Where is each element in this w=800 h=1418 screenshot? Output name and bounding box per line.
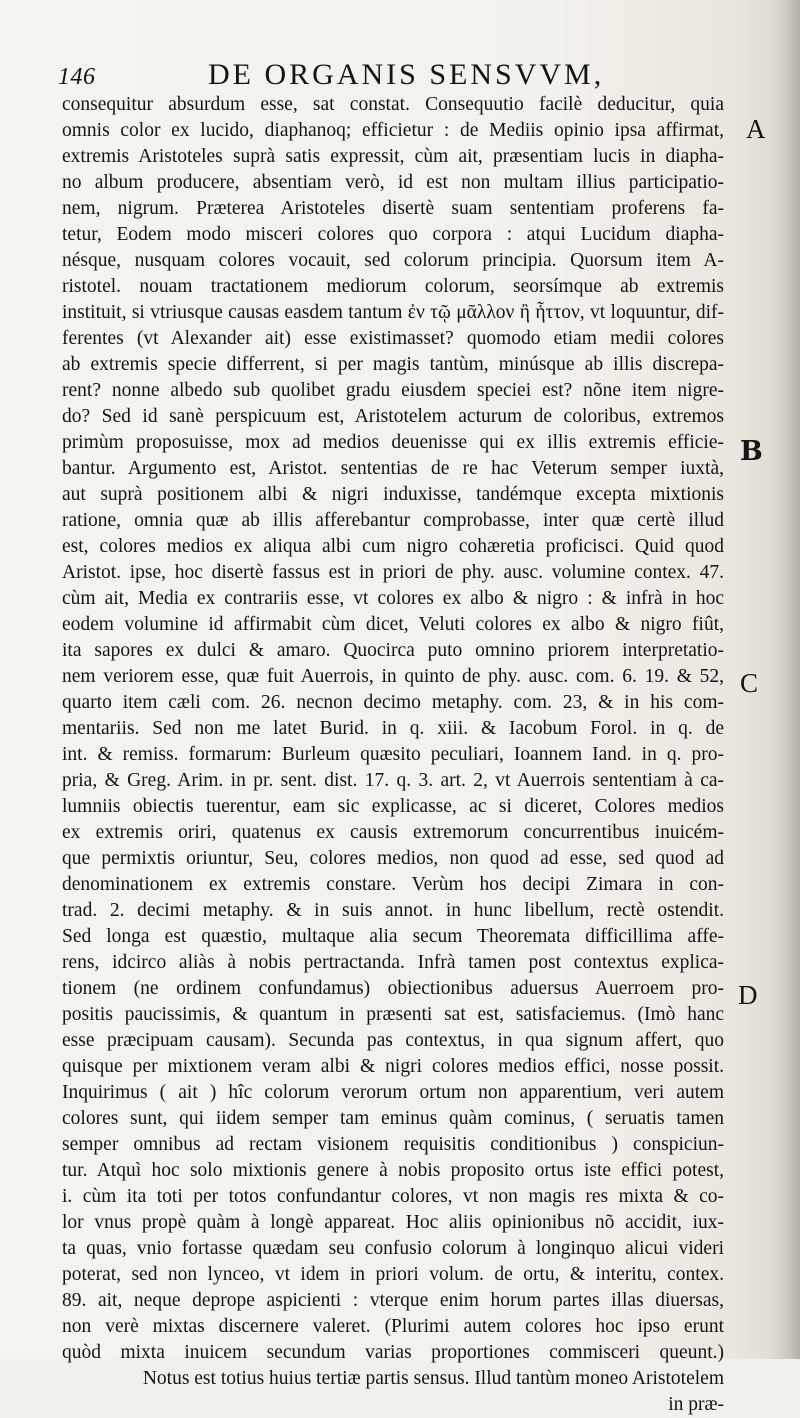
text-line: Sed longa est quæstio, multaque alia secum Theoremata difficillima affe- — [62, 926, 724, 947]
text-line: consequitur absurdum esse, sat constat. Consequutio facilè deducitur, quia — [62, 94, 724, 115]
text-line: i. cùm ita toti per totos confundantur colores, vt non magis res mixta & co- — [62, 1186, 724, 1207]
text-line: non verè mixtas discernere valeret. (Plurimi autem colores hoc ipso erunt — [62, 1316, 724, 1337]
text-line: ex extremis oriri, quatenus ex causis extremorum concurrentibus inuicém- — [62, 822, 724, 843]
text-line: tionem (ne ordinem confundamus) obiectionibus aduersus Auerroem pro- — [62, 978, 724, 999]
text-line: ristotel. nouam tractationem mediorum colorum, seorsímque ab extremis — [62, 276, 724, 297]
text-line: pria, & Greg. Arim. in pr. sent. dist. 17. q. 3. art. 2, vt Auerrois sententiam à ca- — [62, 770, 724, 791]
text-line: lumniis obiectis tuerentur, eam sic explicasse, ac si diceret, Colores medios — [62, 796, 724, 817]
text-line: semper omnibus ad rectam visionem requisitis conditionibus ) conspiciun- — [62, 1134, 724, 1155]
catchword: in præ- — [668, 1394, 724, 1415]
text-line: rens, idcirco aliàs à nobis pertractanda. Infrà tamen post contextus explica- — [62, 952, 724, 973]
page-header — [58, 56, 738, 96]
text-line: extremis Aristoteles suprà satis expressit, cùm ait, præsentiam lucis in diapha- — [62, 146, 724, 167]
text-line: instituit, si vtriusque causas easdem tantum ἐν τῷ μᾶλλον ἢ ἧττον, vt loquuntur, dif- — [62, 302, 724, 323]
text-line: eodem volumine id affirmabit cùm dicet, Veluti colores ex albo & nigro fiût, — [62, 614, 724, 635]
text-line: Notus est totius huius tertiæ partis sensus. Illud tantùm moneo Aristotelem — [142, 1368, 724, 1389]
text-line: lor vnus propè quàm à longè appareat. Hoc aliis opinionibus nõ accidit, iux- — [62, 1212, 724, 1233]
text-line: nem, nigrum. Præterea Aristoteles disertè suam sententiam proferens fa- — [62, 198, 724, 219]
text-line: mentariis. Sed non me latet Burid. in q. xiii. & Iacobum Forol. in q. de — [62, 718, 724, 739]
text-line: denominationem ex extremis constare. Verùm hos decipi Zimara in con- — [62, 874, 724, 895]
text-line: Aristot. ipse, hoc disertè fassus est in priori de phy. ausc. volumine contex. 47. — [62, 562, 724, 583]
text-line: tetur, Eodem modo misceri colores quo corpora : atqui Lucidum diapha- — [62, 224, 724, 245]
text-line: colores sunt, qui iidem semper tam eminus quàm cominus, ( seruatis tamen — [62, 1108, 724, 1129]
text-line: do? Sed id sanè perspicuum est, Aristotelem acturum de coloribus, extremos — [62, 406, 724, 427]
text-line: ab extremis specie differrent, si per magis tantùm, minúsque ab illis discrepa- — [62, 354, 724, 375]
text-line: no album producere, absentiam verò, id est non multam illius participatio- — [62, 172, 724, 193]
text-line: ta quas, vnio fortasse quædam seu confusio colorum à longinquo alicui videri — [62, 1238, 724, 1259]
text-line: ita sapores ex dulci & amaro. Quocirca puto omnino priorem interpretatio- — [62, 640, 724, 661]
text-line: poterat, sed non lynceo, vt idem in priori volum. de ortu, & interitu, contex. — [62, 1264, 724, 1285]
text-line: quòd mixta inuicem secundum varias proportiones commisceri queunt.) — [62, 1342, 724, 1363]
page-number: 146 — [58, 64, 96, 90]
page-edge-shadow — [772, 0, 800, 1359]
margin-marker-a: A — [746, 114, 766, 144]
text-line: quisque per mixtionem veram albi & nigri colores medios effici, nosse possit. — [62, 1056, 724, 1077]
text-line: ratione, omnia quæ ab illis afferebantur comprobasse, inter quæ certè illud — [62, 510, 724, 531]
margin-marker-b: B — [740, 436, 763, 467]
text-line: omnis color ex lucido, diaphanoq; efficietur : de Mediis opinio ipsa affirmat, — [62, 120, 724, 141]
text-line: quarto item cæli com. 26. necnon decimo metaphy. com. 23, & in his com- — [62, 692, 724, 713]
text-line: est, colores medios ex aliqua albi cum nigro cohæretia proficisci. Quid quod — [62, 536, 724, 557]
text-line: nem veriorem esse, quæ fuit Auerrois, in quinto de phy. ausc. com. 6. 19. & 52, — [62, 666, 724, 687]
text-line: aut suprà positionem albi & nigri induxisse, tandémque excepta mixtionis — [62, 484, 724, 505]
body-text — [62, 92, 724, 1418]
text-line: bantur. Argumento est, Aristot. sententias de re hac Veterum semper iuxtà, — [62, 458, 724, 479]
text-line: Inquirimus ( ait ) hîc colorum verorum ortum non apparentium, veri autem — [62, 1082, 724, 1103]
text-line: esse præcipuam causam). Secunda pas contextus, in qua signum affert, quo — [62, 1030, 724, 1051]
text-line: int. & remiss. formarum: Burleum quæsito peculiari, Ioannem Iand. in q. pro- — [62, 744, 724, 765]
text-line: primùm proposuisse, mox ad medios deuenisse qui ex illis extremis efficie- — [62, 432, 724, 453]
text-line: ferentes (vt Alexander ait) esse existimasset? quomodo etiam medii colores — [62, 328, 724, 349]
running-title: DE ORGANIS SENSVVM, — [208, 58, 605, 91]
text-line: 89. ait, neque deprope aspicienti : vterque enim horum partes illas diuersas, — [62, 1290, 724, 1311]
text-line: rent? nonne albedo sub quolibet gradu eiusdem speciei est? nõne item nigre- — [62, 380, 724, 401]
text-line: trad. 2. decimi metaphy. & in suis annot. in hunc libellum, rectè ostendit. — [62, 900, 724, 921]
margin-marker-c: C — [740, 668, 759, 698]
text-line: que permixtis oriuntur, Seu, colores medios, non quod ad esse, sed quod ad — [62, 848, 724, 869]
text-line: cùm ait, Media ex contrariis esse, vt colores ex albo & nigro : & infrà in hoc — [62, 588, 724, 609]
text-line: positis paucissimis, & quantum in præsenti sat est, satisfaciemus. (Imò hanc — [62, 1004, 724, 1025]
text-line: nésque, nusquam colores vocauit, sed colorum principia. Quorsum item A- — [62, 250, 724, 271]
text-line: tur. Atquì hoc solo mixtionis genere à nobis proposito ortus iste effici potest, — [62, 1160, 724, 1181]
margin-marker-d: D — [738, 980, 758, 1010]
